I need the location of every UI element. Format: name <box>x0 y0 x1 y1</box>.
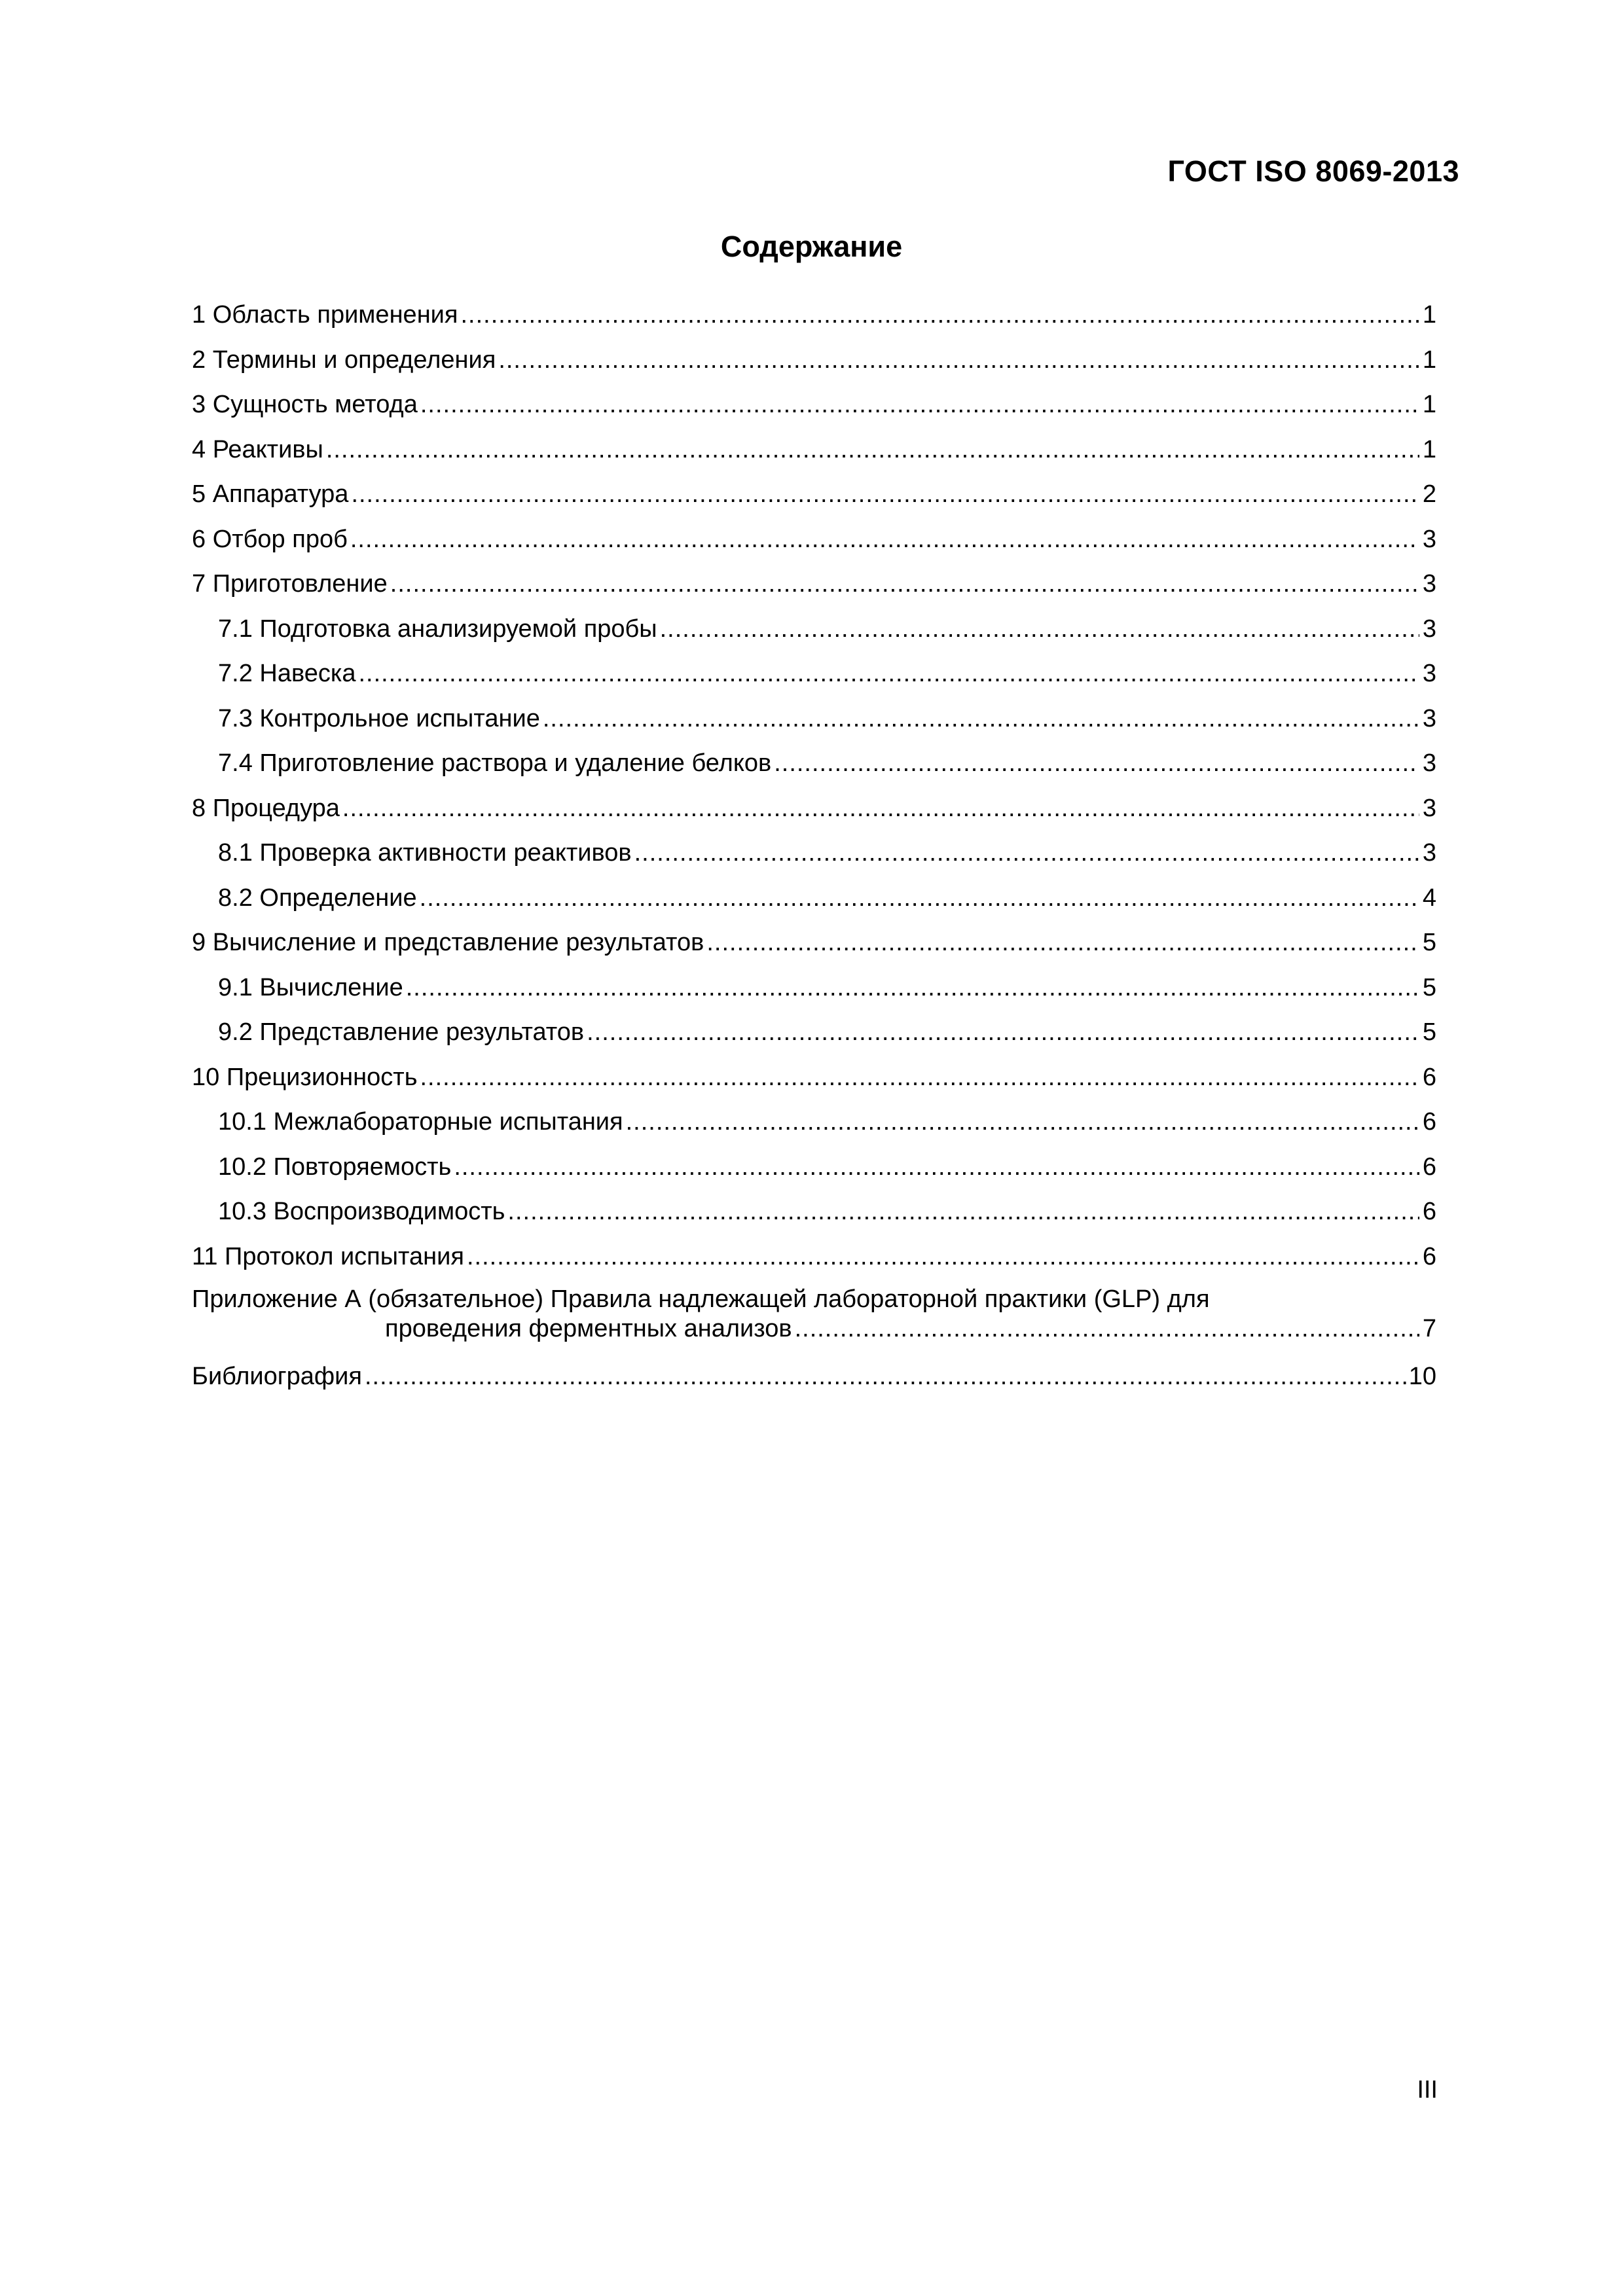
toc-entry-page: 5 <box>1422 973 1436 1001</box>
toc-entry-2[interactable] <box>192 338 1436 383</box>
toc-leader-dots <box>460 293 1419 338</box>
toc-leader-dots <box>467 1234 1419 1280</box>
toc-entry-page: 1 <box>1422 391 1436 418</box>
toc-entry-6[interactable] <box>192 517 1436 562</box>
toc-entry-label: 7.1 Подготовка анализируемой пробы <box>218 615 657 643</box>
toc-entry-label: 9.2 Представление результатов <box>218 1018 585 1046</box>
toc-entry-7[interactable] <box>192 562 1436 607</box>
toc-leader-dots <box>706 920 1419 965</box>
toc-leader-dots <box>587 1010 1419 1055</box>
table-of-contents <box>192 293 1436 1399</box>
toc-entry-7-1[interactable] <box>192 607 1436 652</box>
toc-entry-label: 10.1 Межлабораторные испытания <box>218 1108 623 1136</box>
toc-entry-label: 1 Область применения <box>192 301 458 329</box>
toc-entry-label: 10.3 Воспроизводимость <box>218 1198 505 1225</box>
toc-entry-7-2[interactable] <box>192 651 1436 696</box>
toc-entry-page: 6 <box>1422 1242 1436 1270</box>
toc-leader-dots <box>626 1100 1419 1145</box>
toc-entry-10-1[interactable] <box>192 1100 1436 1145</box>
toc-leader-dots <box>774 741 1419 786</box>
toc-entry-3[interactable] <box>192 382 1436 427</box>
toc-entry-page: 3 <box>1422 570 1436 598</box>
toc-entry-label: 7.3 Контрольное испытание <box>218 704 540 732</box>
toc-leader-dots <box>350 517 1419 562</box>
toc-leader-dots <box>660 607 1419 652</box>
toc-leader-dots <box>543 696 1419 742</box>
toc-entry-page: 1 <box>1422 435 1436 463</box>
toc-leader-dots <box>420 876 1419 921</box>
toc-entry-label: Библиография <box>192 1363 362 1390</box>
toc-leader-dots <box>390 562 1419 607</box>
toc-entry-label: 9 Вычисление и представление результатов <box>192 929 704 956</box>
toc-leader-dots <box>351 472 1419 517</box>
toc-entry-page: 7 <box>1422 1315 1436 1342</box>
toc-entry-page: 2 <box>1422 480 1436 508</box>
toc-entry-page: 5 <box>1422 1018 1436 1046</box>
toc-entry-page: 3 <box>1422 749 1436 777</box>
toc-entry-9[interactable] <box>192 920 1436 965</box>
toc-entry-page: 1 <box>1422 301 1436 329</box>
toc-entry-7-4[interactable] <box>192 741 1436 786</box>
toc-entry-page: 3 <box>1422 525 1436 553</box>
toc-entry-page: 6 <box>1422 1198 1436 1225</box>
toc-entry-label: 10.2 Повторяемость <box>218 1153 452 1181</box>
toc-entry-11[interactable] <box>192 1234 1436 1280</box>
document-code: ГОСТ ISO 8069-2013 <box>1167 154 1459 188</box>
toc-entry-page: 10 <box>1408 1363 1436 1390</box>
toc-entry-8-2[interactable] <box>192 876 1436 921</box>
toc-entry-label: 4 Реактивы <box>192 435 323 463</box>
toc-entry-label: 8.2 Определение <box>218 884 417 912</box>
toc-entry-label: 8.1 Проверка активности реактивов <box>218 839 632 867</box>
toc-entry-page: 6 <box>1422 1108 1436 1136</box>
toc-entry-5[interactable] <box>192 472 1436 517</box>
toc-entry-7-3[interactable] <box>192 696 1436 742</box>
toc-annex-title-line1: Приложение А (обязательное) Правила надлежащей лабораторной практики (GLP) для <box>192 1285 1210 1313</box>
toc-entry-label: 7.4 Приготовление раствора и удаление белков <box>218 749 772 777</box>
toc-entry-8-1[interactable] <box>192 831 1436 876</box>
toc-leader-dots <box>454 1145 1419 1190</box>
toc-entry-page: 3 <box>1422 660 1436 687</box>
toc-entry-page: 3 <box>1422 794 1436 822</box>
toc-entry-label: 3 Сущность метода <box>192 391 418 418</box>
toc-entry-9-2[interactable] <box>192 1010 1436 1055</box>
toc-entry-label: 7.2 Навеска <box>218 660 356 687</box>
toc-entry-8[interactable] <box>192 786 1436 831</box>
toc-leader-dots <box>795 1314 1419 1344</box>
toc-entry-page: 3 <box>1422 615 1436 643</box>
toc-entry-10-2[interactable] <box>192 1145 1436 1190</box>
toc-entry-label: 9.1 Вычисление <box>218 973 403 1001</box>
toc-leader-dots <box>326 427 1419 473</box>
toc-entry-label: 7 Приготовление <box>192 570 388 598</box>
toc-entry-annex-a[interactable] <box>192 1279 1436 1354</box>
toc-entry-page: 3 <box>1422 704 1436 732</box>
toc-leader-dots <box>420 382 1419 427</box>
toc-entry-page: 3 <box>1422 839 1436 867</box>
toc-entry-9-1[interactable] <box>192 965 1436 1011</box>
toc-annex-title-line2: проведения ферментных анализов <box>385 1315 792 1342</box>
toc-leader-dots <box>507 1189 1419 1234</box>
toc-title: Содержание <box>720 230 903 263</box>
toc-leader-dots <box>342 786 1419 831</box>
page-number: III <box>1417 2076 1438 2104</box>
toc-entry-page: 6 <box>1422 1153 1436 1181</box>
toc-entry-label: 2 Термины и определения <box>192 346 496 374</box>
toc-leader-dots <box>365 1354 1406 1399</box>
toc-leader-dots <box>498 338 1419 383</box>
toc-entry-1[interactable] <box>192 293 1436 338</box>
toc-entry-page: 4 <box>1422 884 1436 912</box>
toc-entry-label: 8 Процедура <box>192 794 340 822</box>
toc-annex-line2-row <box>192 1314 1436 1344</box>
toc-entry-4[interactable] <box>192 427 1436 473</box>
toc-leader-dots <box>634 831 1419 876</box>
toc-entry-bibliography[interactable] <box>192 1354 1436 1399</box>
toc-entry-page: 6 <box>1422 1063 1436 1091</box>
toc-leader-dots <box>406 965 1419 1011</box>
toc-entry-10-3[interactable] <box>192 1189 1436 1234</box>
toc-entry-10[interactable] <box>192 1055 1436 1100</box>
toc-leader-dots <box>358 651 1419 696</box>
toc-entry-label: 11 Протокол испытания <box>192 1242 464 1270</box>
toc-entry-label: 5 Аппаратура <box>192 480 349 508</box>
toc-entry-label: 10 Прецизионность <box>192 1063 418 1091</box>
toc-leader-dots <box>420 1055 1420 1100</box>
toc-entry-page: 1 <box>1422 346 1436 374</box>
toc-entry-label: 6 Отбор проб <box>192 525 348 553</box>
toc-entry-page: 5 <box>1422 929 1436 956</box>
